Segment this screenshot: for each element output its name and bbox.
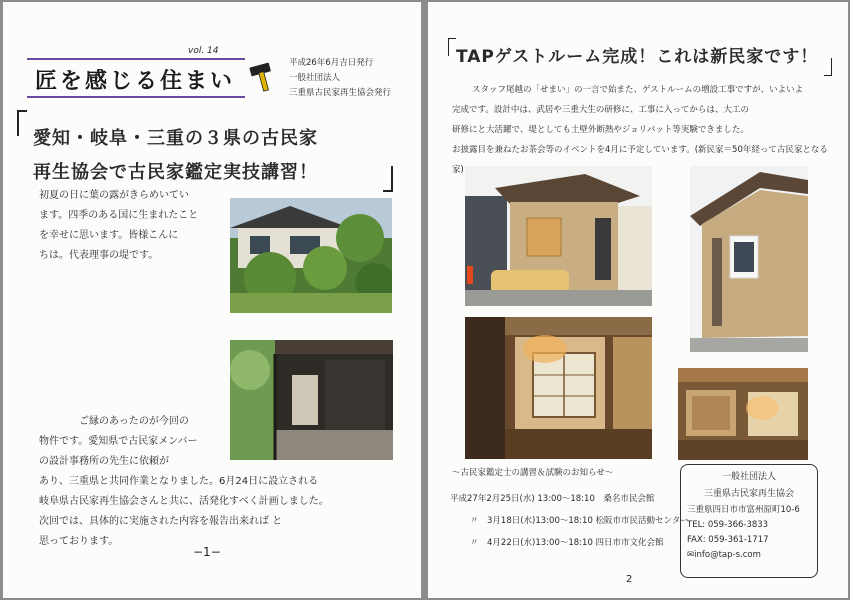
masthead-title: 匠を感じる住まい — [35, 69, 236, 94]
newsletter-page-2 — [428, 2, 848, 598]
page-number: −1− — [193, 545, 221, 559]
text-line: 岐阜県古民家再生協会さんと共に、活発化すべく計画しました。 — [39, 496, 329, 507]
headline-line: 再生協会で古民家鑑定実技講習！ — [33, 162, 318, 183]
text-line: を幸せに思います。皆様こんに — [39, 230, 179, 241]
photo-interior-shoji — [465, 317, 652, 459]
title-close-bracket — [824, 58, 832, 76]
text-line: あり、三重県と共同作業となりました。6月24日に設立される — [39, 476, 319, 487]
photo-interior-room — [678, 368, 808, 460]
notice-title: 〜古民家鑑定士の講習＆試験のお知らせ〜 — [452, 468, 614, 478]
headline — [33, 122, 403, 190]
email-address: ✉ info@tap-s.com — [687, 548, 811, 563]
schedule-item: 〃 3月18日(水)13:00〜18:10 松阪市市民活動センター — [470, 516, 689, 526]
publisher-name: 三重県古民家再生協会発行 — [289, 88, 392, 98]
contact-box — [680, 464, 818, 578]
headline-open-bracket — [17, 110, 27, 136]
photo-guestroom-side — [690, 166, 808, 352]
body-text — [39, 412, 409, 552]
newsletter-page-1 — [3, 2, 421, 598]
course-schedule — [450, 488, 689, 554]
text-line: お披露目を兼ねたお茶会等のイベントを4月に予定しています。(新民家＝50年経って古民家となる家) — [452, 145, 828, 175]
article-intro — [452, 80, 838, 180]
text-line: 完成です。設計中は、武居や三重大生の研修に、工事に入ってからは、大工の — [452, 105, 749, 115]
publisher-type: 一般社団法人 — [289, 73, 341, 83]
phone-number: TEL: 059-366-3833 — [687, 520, 769, 530]
org-type: 一般社団法人 — [721, 472, 776, 482]
article-title: TAPゲストルーム完成！これは新民家です！ — [456, 47, 819, 67]
title-open-bracket — [448, 38, 456, 56]
text-line: 物件です。愛知県で古民家メンバー — [39, 436, 198, 447]
schedule-item: 平成27年2月25日(水) 13:00〜18:10 桑名市民会館 — [450, 494, 655, 504]
text-line: 初夏の日に葉の露がきらめいてい — [39, 190, 189, 201]
address: 三重県四日市市富州原町10-6 — [687, 505, 800, 515]
publication-info — [289, 56, 391, 101]
org-name: 三重県古民家再生協会 — [703, 489, 794, 499]
page-number: 2 — [626, 574, 633, 585]
text-line: スタッフ尾越の「せまい」の一言で始また、ゲストルームの増設工事ですが、いよいよ — [472, 85, 804, 95]
photo-guestroom-front — [465, 166, 652, 306]
text-line: ご縁のあったのが今回の — [79, 416, 189, 427]
fax-number: FAX: 059-361-1717 — [687, 535, 769, 545]
text-line: 思っております。 — [39, 536, 119, 547]
headline-line: 愛知・岐阜・三重の３県の古民家 — [33, 128, 318, 149]
volume-number: vol. 14 — [188, 46, 219, 56]
text-line: 研修にと大活躍で、堤としても土壁外断熱やジョリパット等実験できました。 — [452, 125, 749, 135]
text-line: の設計事務所の先生に依頼が — [39, 456, 169, 467]
issue-date: 平成26年6月吉日発行 — [289, 58, 374, 68]
text-line: 次回では、具体的に実施された内容を報告出来れば と — [39, 516, 283, 527]
schedule-item: 〃 4月22日(水)13:00〜18:10 四日市市文化会館 — [470, 538, 664, 548]
photo-house-garden — [230, 198, 392, 313]
text-line: ちは。代表理事の堤です。 — [39, 250, 159, 261]
text-line: ます。四季のある国に生まれたこと — [39, 210, 199, 221]
greeting-text — [39, 186, 229, 266]
hammer-icon — [249, 62, 275, 92]
